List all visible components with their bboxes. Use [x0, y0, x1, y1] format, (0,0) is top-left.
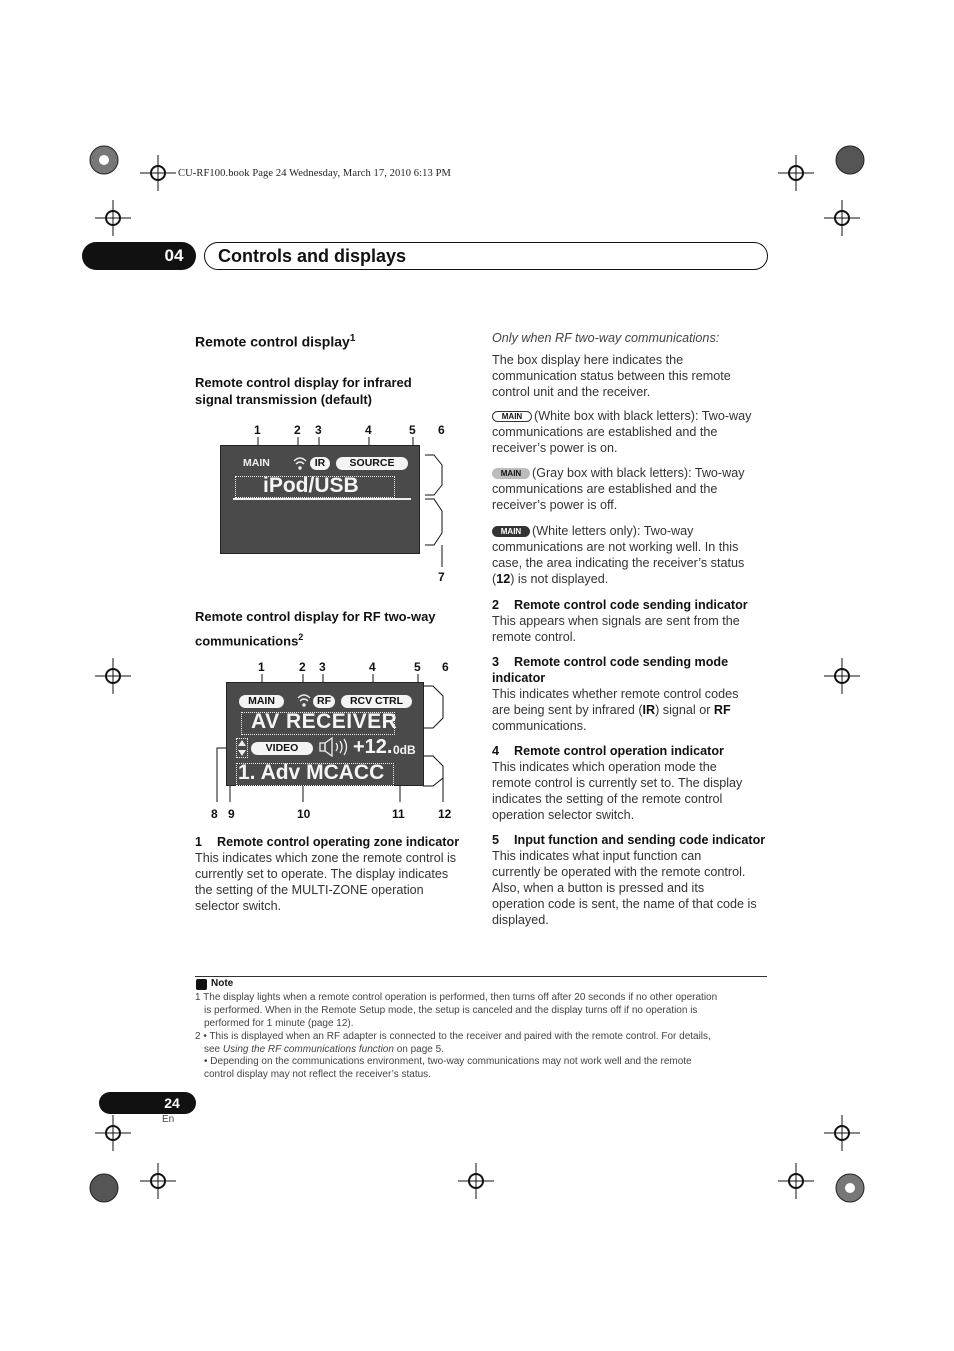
note-line: control display may not reflect the receiver’s status.	[204, 1069, 431, 1080]
section-title: Remote control display$^1$	[195, 333, 356, 350]
main-badge-gray: MAIN	[492, 468, 530, 479]
lcd-mcacc-text: 1. Adv MCACC	[238, 761, 385, 784]
crosshair-mark	[778, 1163, 814, 1199]
rf-callout-5: 5	[414, 660, 421, 674]
lcd-rcv-ctrl-box: RCV CTRL	[341, 695, 412, 708]
ir-heading: Remote control display for infrared signal transmission (default)	[195, 375, 412, 407]
registration-mark-bottom-left	[86, 1170, 126, 1210]
item-1-title: 1 Remote control operating zone indicator	[195, 835, 460, 849]
note-line: is performed. When in the Remote Setup mode, the setup is canceled and the display turns off if no operation is	[204, 1005, 698, 1016]
rf-lcd-display	[226, 682, 424, 786]
note-title: Note	[211, 978, 234, 989]
item-4-description: This indicates which operation mode the remote control is currently set to. The display indicates the setting of the remote control operation selector switch.	[492, 760, 743, 822]
crosshair-mark	[458, 1163, 494, 1199]
lcd-main-box: MAIN	[239, 695, 284, 708]
rf-heading: Remote control display for RF two-way communications$^2$	[195, 609, 436, 649]
lcd-video-box: VIDEO	[251, 742, 313, 755]
book-info-line: CU-RF100.book Page 24 Wednesday, March 17, 2010 6:13 PM	[178, 168, 451, 179]
lcd-source-box: SOURCE	[336, 457, 408, 470]
crosshair-mark	[95, 658, 131, 694]
up-down-arrows-icon	[237, 739, 247, 757]
crosshair-mark	[824, 1115, 860, 1151]
rf-callout-12: 12	[438, 807, 452, 821]
ir-callout-6: 6	[438, 423, 445, 437]
rf-callout-9: 9	[228, 807, 235, 821]
rf-only-heading: Only when RF two-way communications:	[492, 331, 720, 345]
rf-callout-4: 4	[369, 660, 376, 674]
lcd-volume-value: +12.	[353, 736, 393, 758]
crosshair-mark	[95, 1115, 131, 1151]
rf-callout-3: 3	[319, 660, 326, 674]
note-line: see Using the RF communications function on page 5.	[204, 1044, 444, 1055]
lcd-big-text: iPod/USB	[263, 474, 359, 497]
ir-callout-4: 4	[365, 423, 372, 437]
item-5-title: 5 Input function and sending code indicator	[492, 833, 766, 847]
wireless-signal-icon	[297, 693, 311, 709]
rf-callout-2: 2	[299, 660, 306, 674]
wireless-signal-icon	[293, 456, 307, 472]
note-line: 2 • This is displayed when an RF adapter is connected to the receiver and paired with the remote control. For details,	[195, 1031, 711, 1042]
state-white-letters: MAIN (White letters only): Two-way communications are not working well. In this case, the area indicating the receiver’s status (12) is not displayed.	[492, 524, 745, 586]
item-2-title: 2 Remote control code sending indicator	[492, 598, 748, 612]
crosshair-mark	[140, 155, 176, 191]
lcd-main-label: MAIN	[243, 457, 270, 469]
page-language: En	[162, 1114, 175, 1125]
lcd-ir-box: IR	[310, 457, 330, 470]
rf-callout-11: 11	[392, 807, 405, 821]
crosshair-mark	[778, 155, 814, 191]
note-line: performed for 1 minute (page 12).	[204, 1018, 354, 1029]
note-line: • Depending on the communications environment, two-way communications may not work well and the remote	[204, 1056, 692, 1067]
item-3-description: This indicates whether remote control codes are being sent by infrared (IR) signal or RF communications.	[492, 687, 739, 733]
main-badge-dark: MAIN	[492, 526, 530, 537]
ir-callout-7: 7	[438, 570, 445, 584]
box-display-intro: The box display here indicates the communication status between this remote control unit and the receiver.	[492, 353, 731, 399]
ir-callout-3: 3	[315, 423, 322, 437]
ir-callout-5: 5	[409, 423, 416, 437]
rf-callout-10: 10	[297, 807, 311, 821]
crosshair-mark	[824, 658, 860, 694]
crosshair-mark	[824, 200, 860, 236]
crosshair-mark	[140, 1163, 176, 1199]
item-1-description: This indicates which zone the remote control is currently set to operate. The display indicates the setting of the MULTI-ZONE operation selector switch.	[195, 851, 457, 913]
item-4-title: 4 Remote control operation indicator	[492, 744, 724, 758]
registration-mark-bottom-right	[832, 1170, 872, 1210]
page-number: 24	[164, 1095, 180, 1111]
lcd-divider	[233, 498, 411, 500]
rf-callout-1: 1	[258, 660, 265, 674]
item-3-title: 3 Remote control code sending mode indicator	[492, 655, 729, 685]
speaker-volume-icon	[319, 737, 353, 757]
chapter-number: 04	[164, 246, 184, 265]
lcd-db-unit: 0dB	[393, 743, 416, 757]
note-divider	[195, 976, 767, 977]
lcd-rf-box: RF	[313, 695, 335, 708]
crosshair-mark	[95, 200, 131, 236]
state-white-box: MAIN (White box with black letters): Two-way communications are established and the receiver’s power is on.	[492, 409, 752, 455]
note-pencil-icon	[196, 979, 207, 990]
ir-callout-1: 1	[254, 423, 261, 437]
registration-mark-top-right	[832, 140, 872, 180]
note-line: 1 The display lights when a remote control operation is performed, then turns off after 20 seconds if no other operation	[195, 992, 718, 1003]
ir-callout-2: 2	[294, 423, 301, 437]
item-5-description: This indicates what input function can currently be operated with the remote control. Also, when a button is pressed and its operation code is sent, the name of that code is displayed.	[492, 849, 757, 927]
main-badge-white: MAIN	[492, 411, 532, 422]
state-gray-box: MAIN (Gray box with black letters): Two-way communications are established and the receiver’s power is off.	[492, 466, 745, 512]
item-2-description: This appears when signals are sent from the remote control.	[492, 614, 740, 644]
ir-lcd-display	[220, 445, 420, 554]
rf-callout-6: 6	[442, 660, 449, 674]
rf-callout-8: 8	[211, 807, 218, 821]
registration-mark-top-left	[86, 140, 126, 180]
lcd-receiver-text: AV RECEIVER	[251, 710, 398, 733]
chapter-title: Controls and displays	[218, 246, 407, 266]
